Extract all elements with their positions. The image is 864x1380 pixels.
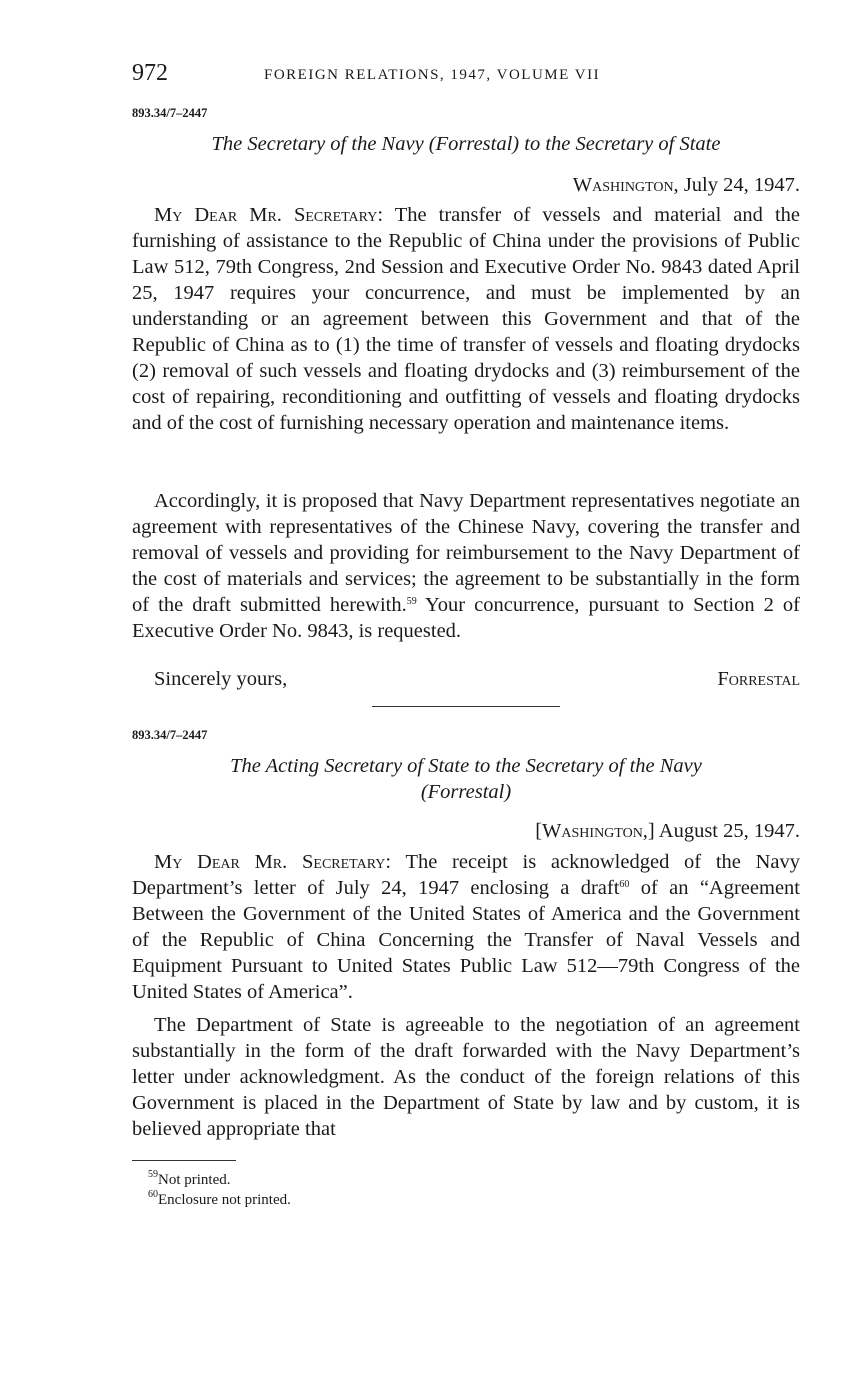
document-heading: The Secretary of the Navy (Forrestal) to the Secretary of State [211,133,721,155]
footnote [148,1169,231,1189]
paragraph-text: of an “Agreement Between the Government of the United States of America and the Government of the Republic of China Concerning the Transfer of Naval Vessels and Equipment Pursuant to United States Public Law 512—79th Congress of the United States of America”. [132,877,800,1003]
letter-paragraph [132,1012,800,1142]
paragraph-text: Your concurrence, pursuant to Section 2 of Executive Order No. 9843, is requested. [132,594,800,642]
footnote [148,1189,291,1209]
footnote-number: 59 [148,1169,158,1180]
page-number: 972 [132,60,168,86]
dateline-place: [Washington,] [535,820,655,842]
closing: Sincerely yours, [154,668,288,690]
running-head: FOREIGN RELATIONS, 1947, VOLUME VII [264,67,601,83]
dateline [573,174,800,197]
page-header [132,60,800,90]
paragraph-text: The Department of State is agreeable to the negotiation of an agreement substantially in the form of the draft forwarded with the Navy Department’s letter under acknowledgment. As the conduct of the foreign relations of this Government is placed in the Department of State by law and by custom, it is believed appropriate that [132,1014,800,1140]
paragraph-text: The receipt is acknowledged of the Navy Department’s letter of July 24, 1947 enclosing a draft [132,851,800,899]
footnote-number: 60 [148,1189,158,1200]
salutation: My Dear Mr. Secretary: [154,851,392,873]
letter-paragraph [132,849,800,1005]
salutation: My Dear Mr. Secretary: [154,204,384,226]
dateline-date: August 25, 1947. [658,820,800,842]
letter-paragraph [132,488,800,644]
dateline-place: Washington, [572,174,679,196]
footnote-ref[interactable]: 59 [406,596,417,607]
footnote-rule [132,1160,236,1161]
dateline [535,820,800,843]
dateline-date: July 24, 1947. [683,174,800,196]
section-divider [372,706,560,707]
file-number: 893.34/7–2447 [132,106,208,120]
file-number: 893.34/7–2447 [132,728,208,742]
footnote-text: Enclosure not printed. [158,1192,291,1208]
document-heading: (Forrestal) [420,781,512,803]
footnote-ref[interactable]: 60 [619,879,630,890]
signature: Forrestal [717,668,800,690]
document-heading: The Acting Secretary of State to the Secretary of the Navy [230,755,702,777]
paragraph-text: Accordingly, it is proposed that Navy Department representatives negotiate an agreement with representatives of the Chinese Navy, covering the transfer and removal of vessels and providing for reimbursement to the Navy Department of the cost of materials and services; the agreement to be substantially in the form of the draft submitted herewith. [132,490,800,616]
paragraph-text: The transfer of vessels and material and the furnishing of assistance to the Republic of China under the provisions of Public Law 512, 79th Congress, 2nd Session and Executive Order No. 9843 dated April 25, 1947 requires your concurrence, and must be implemented by an understanding or an agreement between this Government and that of the Republic of China as to (1) the time of transfer of vessels and floating drydocks (2) removal of such vessels and floating drydocks and (3) reimbursement of the cost of repairing, reconditioning and outfitting of vessels and floating drydocks and of the cost of furnishing necessary operation and maintenance items. [132,204,800,434]
footnote-text: Not printed. [158,1172,231,1188]
letter-paragraph [132,202,800,436]
